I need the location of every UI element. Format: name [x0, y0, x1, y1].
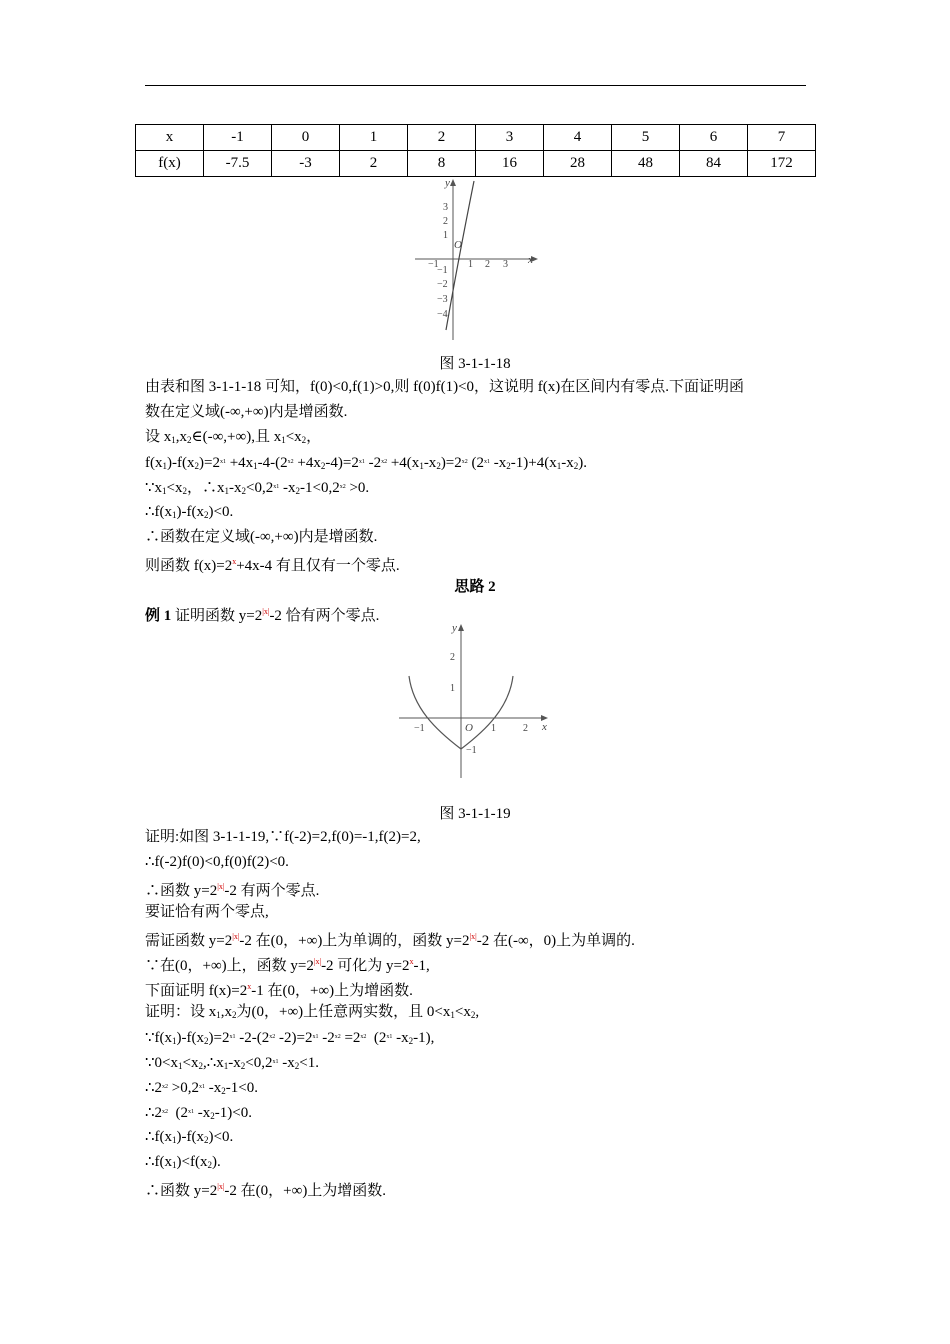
x-tick-label: 2 — [523, 723, 528, 734]
table-cell: 48 — [612, 151, 680, 177]
text-line: 数在定义域(-∞,+∞)内是增函数. — [145, 404, 348, 420]
text-line: ∴f(x1)-f(x2)<0. — [145, 1129, 234, 1145]
y-tick-label: 1 — [443, 230, 448, 241]
x-tick-label: 3 — [503, 259, 508, 270]
text-line: ∵在(0，+∞)上，函数 $y=2^{|x|}-2$ 可化为 $y=2^x-1$, — [145, 957, 430, 974]
y-tick-label: −2 — [437, 279, 448, 290]
value-table — [135, 124, 816, 177]
text-line: 证明：设 x1,x2为(0，+∞)上任意两实数，且 0<x1<x2, — [145, 1004, 480, 1020]
function-curve — [446, 181, 474, 330]
text-line: 证明:如图 3-1-1-19,∵f(-2)=2,f(0)=-1,f(2)=2, — [145, 829, 421, 845]
table-cell: -1 — [204, 125, 272, 151]
table-row — [136, 125, 816, 151]
y-tick-label: −4 — [437, 309, 448, 320]
figure-3-1-1-18 — [410, 176, 545, 342]
section-heading: 思路 2 — [454, 579, 496, 595]
table-cell: 5 — [612, 125, 680, 151]
x-tick-label: 2 — [485, 259, 490, 270]
x-axis-label: x — [528, 254, 533, 266]
table-cell: x — [136, 125, 204, 151]
text-line: $\because f(x1)-f(x2)=2^{x1}$ $-2-(2^{x2}$ $-2)=2^{x1}$ $-2^{x2} =2^{x2}$ ($2^{x1}$ -x2-1), — [145, 1030, 435, 1046]
y-tick-label: 2 — [450, 652, 455, 663]
y-axis-label: y — [452, 622, 457, 634]
table-cell: 7 — [748, 125, 816, 151]
table-cell: 2 — [408, 125, 476, 151]
x-tick-label: 1 — [468, 259, 473, 270]
table-cell: -7.5 — [204, 151, 272, 177]
table-cell: 2 — [340, 151, 408, 177]
text-line: $f(x1)-f(x2)=2^{x1} +4x1-4-(2^{x2} +4x2-4)=2^{x1}$ $-2^{x2} +4(x1-x2)=2^{x2}$ ($2^{x1}$ -x2-1)+4(x1-x2). — [145, 455, 587, 471]
text-line: 设 x1,x2∈(-∞,+∞),且 x1<x2， — [145, 429, 322, 445]
y-tick-label: 3 — [443, 202, 448, 213]
figure-3-1-1-19 — [396, 618, 556, 780]
text-line: ∴函数在定义域(-∞,+∞)内是增函数. — [145, 529, 378, 545]
y-tick-label: 2 — [443, 216, 448, 227]
y-tick-label: −1 — [466, 745, 477, 756]
table-cell: 0 — [272, 125, 340, 151]
table-cell: 84 — [680, 151, 748, 177]
text-line: 则函数 $f(x)=2^x+4x-4$ 有且仅有一个零点. — [145, 557, 400, 574]
text-line: ∴f(x1)<f(x2). — [145, 1154, 221, 1170]
table-row — [136, 151, 816, 177]
y-axis-arrow — [450, 179, 456, 186]
y-axis-label: y — [445, 177, 450, 189]
text-line: $\because 0<x1<x2,\therefore x1-x2<0,2^{x1}$ -x2<1. — [145, 1055, 319, 1071]
text-line: 要证恰有两个零点, — [145, 904, 269, 920]
x-tick-label: −1 — [414, 723, 425, 734]
table-cell: 8 — [408, 151, 476, 177]
figure-caption: 图 3-1-1-18 — [439, 356, 511, 372]
text-line: $\therefore 2^{x2}$ ($2^{x1}$ -x2-1)<0. — [145, 1105, 252, 1121]
table-cell: 172 — [748, 151, 816, 177]
text-line: ∴函数 $y=2^{|x|}-2$ 有两个零点. — [145, 882, 320, 899]
figure-caption: 图 3-1-1-19 — [439, 806, 511, 822]
table-cell: 6 — [680, 125, 748, 151]
origin-label: O — [454, 239, 462, 251]
y-tick-label: 1 — [450, 683, 455, 694]
text-line: ∴f(x1)-f(x2)<0. — [145, 504, 234, 520]
text-line: 需证函数 $y=2^{|x|}-2$ 在(0，+∞)上为单调的，函数 $y=2^{|x|}-2$ 在(-∞，0)上为单调的. — [145, 932, 635, 949]
header-rule — [145, 85, 806, 86]
table-cell: 3 — [476, 125, 544, 151]
y-axis-arrow — [458, 624, 464, 631]
x-axis-label: x — [542, 721, 547, 733]
x-tick-label: −1 — [428, 259, 439, 270]
text-line: ∴f(-2)f(0)<0,f(0)f(2)<0. — [145, 854, 289, 870]
table-cell: 4 — [544, 125, 612, 151]
y-tick-label: −1 — [437, 265, 448, 276]
text-line: $\therefore 2^{x2} >0,2^{x1}$ -x2-1<0. — [145, 1080, 258, 1096]
table-cell: 1 — [340, 125, 408, 151]
origin-label: O — [465, 722, 473, 734]
x-tick-label: 1 — [491, 723, 496, 734]
table-cell: 28 — [544, 151, 612, 177]
table-cell: 16 — [476, 151, 544, 177]
text-line: 下面证明 $f(x)=2^x-1$ 在(0，+∞)上为增函数. — [145, 982, 413, 999]
table-cell: f(x) — [136, 151, 204, 177]
y-tick-label: −3 — [437, 294, 448, 305]
text-line: ∵x1<x2，$\therefore x1-x2<0,2^{x1}$ $-x2-1<0,2^{x2} >0$. — [145, 480, 370, 496]
text-line: ∴函数 $y=2^{|x|}-2$ 在(0，+∞)上为增函数. — [145, 1182, 387, 1199]
text-line: 由表和图 3-1-1-18 可知，f(0)<0,f(1)>0,则 f(0)f(1)<0，这说明 f(x)在区间内有零点.下面证明函 — [145, 379, 745, 395]
example-statement: 例 1 证明函数 $y=2^{|x|}-2$ 恰有两个零点. — [145, 607, 380, 624]
table-cell: -3 — [272, 151, 340, 177]
